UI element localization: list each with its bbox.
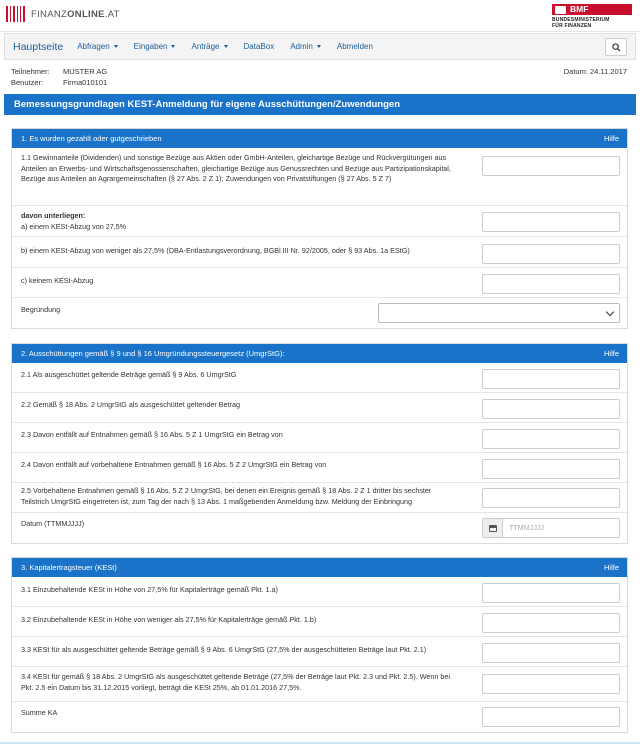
caret-down-icon <box>317 45 321 48</box>
section-3-header: 3. Kapitalertragsteuer (KESt) Hilfe <box>12 558 627 577</box>
date-input[interactable]: TTMMJJJJ <box>509 523 545 532</box>
help-link[interactable]: Hilfe <box>603 134 619 143</box>
nav-admin[interactable]: Admin <box>290 42 321 51</box>
input-2-1[interactable] <box>482 369 620 389</box>
form-row-3-2: 3.2 Einzubehaltende KESt in Höhe von weniger als 27,5% für Kapitalerträge gemäß Pkt. 1.b) <box>12 607 627 637</box>
teilnehmer-value: MUSTER AG <box>63 67 108 76</box>
bmf-logo: BMF BUNDESMINISTERIUM FÜR FINANZEN <box>552 4 632 29</box>
form-row-2-2: 2.2 Gemäß § 18 Abs. 2 UmgrStG als ausgeschüttet geltender Betrag <box>12 393 627 423</box>
benutzer-value: Firma010101 <box>63 78 108 87</box>
input-1-a[interactable] <box>482 212 620 232</box>
input-1-c[interactable] <box>482 274 620 294</box>
nav-abmelden[interactable]: Abmelden <box>336 42 373 51</box>
nav-home-link[interactable]: Hauptseite <box>13 40 64 53</box>
input-1-1[interactable] <box>482 156 620 176</box>
input-2-2[interactable] <box>482 399 620 419</box>
input-2-4[interactable] <box>482 459 620 479</box>
section-1-panel <box>11 128 628 329</box>
input-3-3[interactable] <box>482 643 620 663</box>
page-title: Bemessungsgrundlagen KEST-Anmeldung für eigene Ausschüttungen/Zuwendungen <box>4 94 636 115</box>
section-2-panel <box>11 343 628 544</box>
logo-text: FINANZONLINE.AT <box>31 8 120 20</box>
form-row-3-3: 3.3 KESt für als ausgeschüttet geltende Beträge gemäß § 9 Abs. 6 UmgrStG (27,5% der ausgeschütteten Beträge laut Pkt. 2.1) <box>12 637 627 667</box>
calendar-button[interactable] <box>483 519 503 537</box>
input-summe-ka[interactable] <box>482 707 620 727</box>
form-row-3-4: 3.4 KESt für gemäß § 18 Abs. 2 UmgrStG als ausgeschüttet geltende Beträge (27,5% der Beträge laut Pkt. 2.3 und Pkt. 2.5). Wenn bei Pkt. 2.5 ein Datum bis 31.12.2015 vorliegt, beträgt die KESt 25%, ab 01.01.2016 27,5%. <box>12 667 627 702</box>
date-field[interactable] <box>482 518 620 538</box>
finanzonline-logo[interactable] <box>6 6 120 22</box>
input-2-3[interactable] <box>482 429 620 449</box>
input-3-4[interactable] <box>482 674 620 694</box>
nav-abfragen[interactable]: Abfragen <box>77 42 117 51</box>
chevron-down-icon <box>606 308 614 316</box>
form-row-2-3: 2.3 Davon entfällt auf Entnahmen gemäß § 16 Abs. 5 Z 1 UmgrStG ein Betrag von <box>12 423 627 453</box>
input-2-5[interactable] <box>482 488 620 508</box>
section-2-header: 2. Ausschüttungen gemäß § 9 und § 16 Umgründungssteuergesetz (UmgrStG): Hilfe <box>12 344 627 363</box>
form-row-1-1: 1.1 Gewinnanteile (Dividenden) und sonstige Bezüge aus Aktien oder GmbH-Anteilen, gleichartige Bezüge und Rückvergütungen aus Anteilen an Erwerbs- und Wirtschaftsgenossenschaften, gleichartige Bezüge aus Genussrechten und Bezüge aus Partizipationskapital, Bezüge aus Anteilen an Agrargemeinschaften (§ 27 Abs. 2 Z 1); Zuwendungen von Privatstiftungen (§ 27 Abs. 5 Z 7) <box>12 148 627 206</box>
form-row-2-1: 2.1 Als ausgeschüttet geltende Beträge gemäß § 9 Abs. 6 UmgrStG <box>12 363 627 393</box>
nav-eingaben[interactable]: Eingaben <box>134 42 176 51</box>
search-button[interactable] <box>605 38 627 56</box>
barcode-icon <box>6 6 27 22</box>
caret-down-icon <box>171 45 175 48</box>
input-3-1[interactable] <box>482 583 620 603</box>
date-display: Datum: 24.11.2017 <box>563 67 627 76</box>
caret-down-icon <box>224 45 228 48</box>
nav-antraege[interactable]: Anträge <box>191 42 227 51</box>
user-info: Teilnehmer: MUSTER AG Benutzer: Firma010101 Datum: 24.11.2017 <box>11 67 627 87</box>
form-row-datum: Datum (TTMMJJJJ) TTMMJJJJ <box>12 513 627 543</box>
begruendung-select[interactable] <box>378 303 620 323</box>
form-row-1-a: davon unterliegen: a) einem KESt-Abzug von 27,5% <box>12 206 627 237</box>
form-row-summe-ka: Summe KA <box>12 702 627 732</box>
nav-databox[interactable]: DataBox <box>243 42 275 51</box>
calendar-icon <box>489 525 497 532</box>
form-row-2-5: 2.5 Vorbehaltene Entnahmen gemäß § 16 Abs. 5 Z 2 UmgrStG, bei denen ein Ereignis gemäß § 18 Abs. 2 Z 1 dritter bis sechster Teilstrich UmgrStG eingetreten ist, zum Tag der nach § 13 Abs. 1 maßgebenden Anmeldung bzw. Meldung der Einbringung <box>12 483 627 513</box>
main-navbar <box>4 33 636 60</box>
search-icon <box>612 43 621 52</box>
input-3-2[interactable] <box>482 613 620 633</box>
eagle-icon <box>555 6 566 14</box>
input-1-b[interactable] <box>482 244 620 264</box>
top-header <box>0 0 640 32</box>
form-row-1-b: b) einem KESt-Abzug von weniger als 27,5% (DBA-Entlastungsverordnung, BGBl III Nr. 92/2005, oder § 93 Abs. 1a EStG) <box>12 237 627 268</box>
form-row-1-c: c) keinem KESt-Abzug <box>12 268 627 298</box>
help-link[interactable]: Hilfe <box>603 349 619 358</box>
form-row-2-4: 2.4 Davon entfällt auf vorbehaltene Entnahmen gemäß § 16 Abs. 5 Z 2 UmgrStG ein Betrag von <box>12 453 627 483</box>
section-1-header: 1. Es wurden gezahlt oder gutgeschrieben Hilfe <box>12 129 627 148</box>
help-link[interactable]: Hilfe <box>603 563 619 572</box>
section-3-panel <box>11 557 628 733</box>
form-row-begruendung: Begründung <box>12 298 627 328</box>
caret-down-icon <box>114 45 118 48</box>
form-row-3-1: 3.1 Einzubehaltende KESt in Höhe von 27,5% für Kapitalerträge gemäß Pkt. 1.a) <box>12 577 627 607</box>
